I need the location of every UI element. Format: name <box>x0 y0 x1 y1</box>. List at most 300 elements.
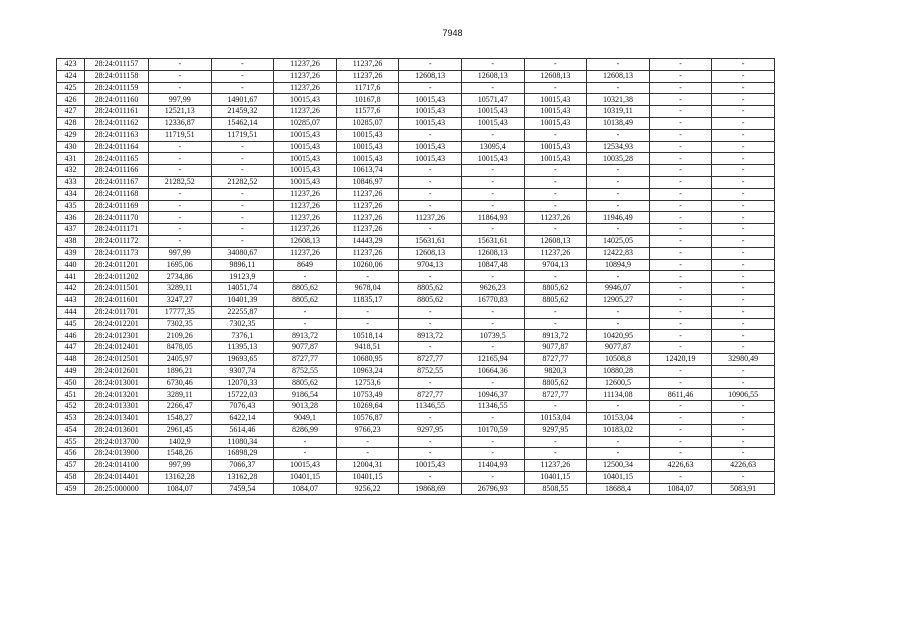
value-cell: 10401,15 <box>587 471 650 483</box>
row-number-cell: 427 <box>57 106 85 118</box>
value-cell: - <box>587 59 650 71</box>
value-cell: - <box>211 200 274 212</box>
row-number-cell: 426 <box>57 94 85 106</box>
value-cell: 10269,64 <box>336 401 399 413</box>
row-number-cell: 425 <box>57 82 85 94</box>
value-cell: 10015,43 <box>399 94 462 106</box>
value-cell: 11237,26 <box>274 224 337 236</box>
value-cell: - <box>461 271 524 283</box>
value-cell: - <box>712 117 775 129</box>
value-cell: - <box>649 141 712 153</box>
value-cell: - <box>649 365 712 377</box>
value-cell: - <box>461 436 524 448</box>
value-cell: 10035,28 <box>587 153 650 165</box>
value-cell: 2405,97 <box>149 353 212 365</box>
value-cell: - <box>336 271 399 283</box>
table-row <box>57 318 775 330</box>
value-cell: - <box>211 141 274 153</box>
value-cell: 10183,02 <box>587 424 650 436</box>
value-cell: - <box>649 306 712 318</box>
value-cell: - <box>399 59 462 71</box>
value-cell: 10153,04 <box>587 412 650 424</box>
value-cell: 10015,43 <box>399 141 462 153</box>
value-cell: - <box>399 448 462 460</box>
value-cell: 10518,14 <box>336 330 399 342</box>
value-cell: 997,99 <box>149 94 212 106</box>
value-cell: 10015,43 <box>399 153 462 165</box>
value-cell: 11719,51 <box>211 129 274 141</box>
table-row <box>57 483 775 495</box>
row-number-cell: 430 <box>57 141 85 153</box>
table-row <box>57 330 775 342</box>
value-cell: - <box>524 200 587 212</box>
cadastral-number-cell: 28:24:012401 <box>85 342 149 354</box>
value-cell: - <box>211 165 274 177</box>
table-row <box>57 153 775 165</box>
value-cell: 8805,62 <box>274 377 337 389</box>
value-cell: 11237,26 <box>274 247 337 259</box>
cadastral-number-cell: 28:24:014401 <box>85 471 149 483</box>
value-cell: - <box>149 153 212 165</box>
value-cell: 8752,55 <box>399 365 462 377</box>
value-cell: 10285,07 <box>274 117 337 129</box>
value-cell: - <box>587 306 650 318</box>
value-cell: - <box>399 318 462 330</box>
value-cell: 10319,11 <box>587 106 650 118</box>
value-cell: 12422,83 <box>587 247 650 259</box>
value-cell: - <box>712 412 775 424</box>
value-cell: - <box>399 176 462 188</box>
value-cell: - <box>712 106 775 118</box>
cadastral-number-cell: 28:24:011159 <box>85 82 149 94</box>
value-cell: 16770,83 <box>461 294 524 306</box>
value-cell: 11237,26 <box>524 460 587 472</box>
value-cell: 11237,26 <box>336 247 399 259</box>
value-cell: - <box>524 188 587 200</box>
table-row <box>57 283 775 295</box>
value-cell: 8286,99 <box>274 424 337 436</box>
value-cell: 10015,43 <box>399 106 462 118</box>
value-cell: 7376,1 <box>211 330 274 342</box>
table-row <box>57 436 775 448</box>
value-cell: - <box>712 235 775 247</box>
value-cell: - <box>149 224 212 236</box>
value-cell: - <box>211 188 274 200</box>
cadastral-number-cell: 28:24:011158 <box>85 70 149 82</box>
value-cell: 15722,03 <box>211 389 274 401</box>
value-cell: - <box>649 153 712 165</box>
value-cell: - <box>649 235 712 247</box>
value-cell: - <box>399 165 462 177</box>
value-cell: - <box>461 412 524 424</box>
value-cell: - <box>399 129 462 141</box>
cadastral-number-cell: 28:24:011601 <box>85 294 149 306</box>
value-cell: 10946,37 <box>461 389 524 401</box>
value-cell: - <box>649 224 712 236</box>
value-cell: - <box>336 306 399 318</box>
value-cell: 8727,77 <box>399 389 462 401</box>
value-cell: - <box>149 70 212 82</box>
value-cell: 10015,43 <box>274 129 337 141</box>
value-cell: 10015,43 <box>461 106 524 118</box>
value-cell: 12070,33 <box>211 377 274 389</box>
row-number-cell: 446 <box>57 330 85 342</box>
table-row <box>57 129 775 141</box>
value-cell: 3289,11 <box>149 283 212 295</box>
value-cell: 1084,07 <box>649 483 712 495</box>
value-cell: - <box>461 82 524 94</box>
value-cell: 1695,06 <box>149 259 212 271</box>
value-cell: 11134,08 <box>587 389 650 401</box>
value-cell: - <box>587 271 650 283</box>
value-cell: - <box>461 306 524 318</box>
value-cell: - <box>649 70 712 82</box>
value-cell: 7302,35 <box>211 318 274 330</box>
value-cell: - <box>399 471 462 483</box>
value-cell: 34080,67 <box>211 247 274 259</box>
value-cell: 11080,34 <box>211 436 274 448</box>
value-cell: - <box>649 412 712 424</box>
value-cell: 9077,87 <box>274 342 337 354</box>
value-cell: 11237,26 <box>274 70 337 82</box>
table-row <box>57 353 775 365</box>
cadastral-number-cell: 28:24:011165 <box>85 153 149 165</box>
value-cell: 10846,97 <box>336 176 399 188</box>
value-cell: 11237,26 <box>399 212 462 224</box>
value-cell: - <box>712 448 775 460</box>
table-row <box>57 365 775 377</box>
table-row <box>57 471 775 483</box>
table-row <box>57 306 775 318</box>
value-cell: - <box>461 59 524 71</box>
table-row <box>57 235 775 247</box>
row-number-cell: 448 <box>57 353 85 365</box>
value-cell: 19868,69 <box>399 483 462 495</box>
value-cell: 15462,14 <box>211 117 274 129</box>
value-cell: 8649 <box>274 259 337 271</box>
value-cell: - <box>149 82 212 94</box>
value-cell: - <box>336 436 399 448</box>
value-cell: 11346,55 <box>399 401 462 413</box>
value-cell: 12608,13 <box>524 70 587 82</box>
value-cell: - <box>649 271 712 283</box>
value-cell: - <box>399 224 462 236</box>
value-cell: - <box>524 224 587 236</box>
value-cell: - <box>649 212 712 224</box>
value-cell: 11835,17 <box>336 294 399 306</box>
row-number-cell: 450 <box>57 377 85 389</box>
value-cell: 11237,26 <box>524 212 587 224</box>
cadastral-number-cell: 28:24:011168 <box>85 188 149 200</box>
row-number-cell: 429 <box>57 129 85 141</box>
cadastral-number-cell: 28:24:011701 <box>85 306 149 318</box>
value-cell: 8727,77 <box>524 353 587 365</box>
value-cell: - <box>399 377 462 389</box>
value-cell: - <box>712 212 775 224</box>
value-cell: 12336,87 <box>149 117 212 129</box>
cadastral-number-cell: 28:24:013601 <box>85 424 149 436</box>
table-row <box>57 294 775 306</box>
value-cell: - <box>274 436 337 448</box>
value-cell: - <box>399 306 462 318</box>
value-cell: 10015,43 <box>274 94 337 106</box>
value-cell: 7302,35 <box>149 318 212 330</box>
value-cell: 9297,95 <box>399 424 462 436</box>
row-number-cell: 436 <box>57 212 85 224</box>
row-number-cell: 435 <box>57 200 85 212</box>
row-number-cell: 459 <box>57 483 85 495</box>
row-number-cell: 453 <box>57 412 85 424</box>
value-cell: 19123,9 <box>211 271 274 283</box>
value-cell: - <box>399 82 462 94</box>
cadastral-number-cell: 28:24:011166 <box>85 165 149 177</box>
row-number-cell: 457 <box>57 460 85 472</box>
value-cell: - <box>712 283 775 295</box>
cadastral-number-cell: 28:24:011161 <box>85 106 149 118</box>
value-cell: - <box>461 224 524 236</box>
value-cell: - <box>649 294 712 306</box>
value-cell: 9946,07 <box>587 283 650 295</box>
data-table <box>56 58 775 495</box>
value-cell: - <box>712 82 775 94</box>
value-cell: - <box>712 70 775 82</box>
value-cell: 10664,36 <box>461 365 524 377</box>
value-cell: 5083,91 <box>712 483 775 495</box>
value-cell: 10015,43 <box>274 153 337 165</box>
value-cell: 997,99 <box>149 247 212 259</box>
value-cell: - <box>649 471 712 483</box>
value-cell: 1402,9 <box>149 436 212 448</box>
value-cell: 9307,74 <box>211 365 274 377</box>
value-cell: - <box>274 448 337 460</box>
value-cell: 11346,55 <box>461 401 524 413</box>
value-cell: 21282,52 <box>149 176 212 188</box>
value-cell: - <box>649 94 712 106</box>
value-cell: - <box>149 200 212 212</box>
table-row <box>57 176 775 188</box>
value-cell: 10015,43 <box>336 141 399 153</box>
value-cell: - <box>461 200 524 212</box>
value-cell: - <box>524 165 587 177</box>
value-cell: 19693,65 <box>211 353 274 365</box>
value-cell: 11946,49 <box>587 212 650 224</box>
value-cell: 4226,63 <box>712 460 775 472</box>
value-cell: 12608,13 <box>587 70 650 82</box>
table-row <box>57 401 775 413</box>
row-number-cell: 452 <box>57 401 85 413</box>
table-row <box>57 200 775 212</box>
value-cell: - <box>524 401 587 413</box>
value-cell: 12905,27 <box>587 294 650 306</box>
value-cell: 16898,29 <box>211 448 274 460</box>
value-cell: - <box>649 342 712 354</box>
value-cell: 8913,72 <box>274 330 337 342</box>
cadastral-number-cell: 28:24:014100 <box>85 460 149 472</box>
row-number-cell: 451 <box>57 389 85 401</box>
value-cell: 9766,23 <box>336 424 399 436</box>
value-cell: - <box>649 377 712 389</box>
value-cell: - <box>399 412 462 424</box>
cadastral-number-cell: 28:24:013700 <box>85 436 149 448</box>
row-number-cell: 454 <box>57 424 85 436</box>
value-cell: 10153,04 <box>524 412 587 424</box>
row-number-cell: 458 <box>57 471 85 483</box>
row-number-cell: 440 <box>57 259 85 271</box>
value-cell: 10015,43 <box>274 165 337 177</box>
value-cell: - <box>211 82 274 94</box>
value-cell: - <box>649 448 712 460</box>
value-cell: 10401,39 <box>211 294 274 306</box>
value-cell: 2109,26 <box>149 330 212 342</box>
value-cell: - <box>649 176 712 188</box>
table-row <box>57 412 775 424</box>
value-cell: 10015,43 <box>461 153 524 165</box>
value-cell: 10847,48 <box>461 259 524 271</box>
row-number-cell: 441 <box>57 271 85 283</box>
value-cell: - <box>587 82 650 94</box>
value-cell: - <box>587 224 650 236</box>
row-number-cell: 447 <box>57 342 85 354</box>
row-number-cell: 439 <box>57 247 85 259</box>
table-row <box>57 188 775 200</box>
row-number-cell: 442 <box>57 283 85 295</box>
value-cell: - <box>649 424 712 436</box>
value-cell: 8805,62 <box>399 283 462 295</box>
value-cell: 11237,26 <box>274 188 337 200</box>
cadastral-number-cell: 28:24:011164 <box>85 141 149 153</box>
value-cell: 10015,43 <box>274 460 337 472</box>
value-cell: 7459,54 <box>211 483 274 495</box>
value-cell: 9077,87 <box>587 342 650 354</box>
table-row <box>57 224 775 236</box>
value-cell: - <box>649 82 712 94</box>
value-cell: 12534,93 <box>587 141 650 153</box>
cadastral-number-cell: 28:24:011169 <box>85 200 149 212</box>
value-cell: 11237,26 <box>336 200 399 212</box>
value-cell: 11864,93 <box>461 212 524 224</box>
value-cell: - <box>211 153 274 165</box>
row-number-cell: 431 <box>57 153 85 165</box>
value-cell: - <box>712 129 775 141</box>
value-cell: 9077,87 <box>524 342 587 354</box>
value-cell: - <box>461 471 524 483</box>
value-cell: 9418,51 <box>336 342 399 354</box>
row-number-cell: 449 <box>57 365 85 377</box>
value-cell: 8805,62 <box>274 283 337 295</box>
table-row <box>57 389 775 401</box>
value-cell: 10015,43 <box>461 117 524 129</box>
value-cell: 10015,43 <box>336 153 399 165</box>
value-cell: 11237,26 <box>336 59 399 71</box>
cadastral-number-cell: 28:24:011173 <box>85 247 149 259</box>
cadastral-number-cell: 28:24:011162 <box>85 117 149 129</box>
value-cell: - <box>587 188 650 200</box>
table-row <box>57 342 775 354</box>
value-cell: - <box>649 283 712 295</box>
value-cell: - <box>211 70 274 82</box>
value-cell: 11395,13 <box>211 342 274 354</box>
cadastral-number-cell: 28:24:011157 <box>85 59 149 71</box>
value-cell: 15631,61 <box>461 235 524 247</box>
value-cell: - <box>274 271 337 283</box>
value-cell: - <box>211 59 274 71</box>
value-cell: 12165,94 <box>461 353 524 365</box>
value-cell: 10015,43 <box>524 141 587 153</box>
value-cell: - <box>649 106 712 118</box>
value-cell: - <box>712 141 775 153</box>
value-cell: 8805,62 <box>524 294 587 306</box>
value-cell: 8727,77 <box>524 389 587 401</box>
value-cell: - <box>649 318 712 330</box>
row-number-cell: 438 <box>57 235 85 247</box>
value-cell: - <box>712 424 775 436</box>
row-number-cell: 444 <box>57 306 85 318</box>
value-cell: 8752,55 <box>274 365 337 377</box>
value-cell: - <box>649 401 712 413</box>
value-cell: - <box>712 471 775 483</box>
value-cell: 11237,26 <box>274 59 337 71</box>
cadastral-number-cell: 28:24:011201 <box>85 259 149 271</box>
value-cell: - <box>211 224 274 236</box>
value-cell: 10963,24 <box>336 365 399 377</box>
value-cell: 10613,74 <box>336 165 399 177</box>
cadastral-number-cell: 28:24:013201 <box>85 389 149 401</box>
value-cell: 1084,07 <box>274 483 337 495</box>
value-cell: 9186,54 <box>274 389 337 401</box>
cadastral-number-cell: 28:24:013001 <box>85 377 149 389</box>
value-cell: - <box>712 342 775 354</box>
value-cell: - <box>524 306 587 318</box>
value-cell: - <box>399 200 462 212</box>
value-cell: 11719,51 <box>149 129 212 141</box>
value-cell: 17777,35 <box>149 306 212 318</box>
value-cell: 14025,05 <box>587 235 650 247</box>
value-cell: 2266,47 <box>149 401 212 413</box>
value-cell: 12608,13 <box>461 247 524 259</box>
value-cell: 1548,26 <box>149 448 212 460</box>
value-cell: 10015,43 <box>336 129 399 141</box>
value-cell: 1896,21 <box>149 365 212 377</box>
value-cell: 10753,49 <box>336 389 399 401</box>
value-cell: 10680,95 <box>336 353 399 365</box>
row-number-cell: 434 <box>57 188 85 200</box>
value-cell: - <box>461 188 524 200</box>
table-row <box>57 94 775 106</box>
value-cell: 10015,43 <box>524 153 587 165</box>
value-cell: 10285,07 <box>336 117 399 129</box>
value-cell: 11237,26 <box>336 188 399 200</box>
value-cell: - <box>712 247 775 259</box>
value-cell: 6422,14 <box>211 412 274 424</box>
value-cell: 11237,26 <box>274 200 337 212</box>
cadastral-number-cell: 28:24:013900 <box>85 448 149 460</box>
table-row <box>57 424 775 436</box>
value-cell: - <box>524 318 587 330</box>
value-cell: 11577,6 <box>336 106 399 118</box>
value-cell: - <box>461 318 524 330</box>
value-cell: - <box>461 448 524 460</box>
value-cell: 11237,26 <box>336 212 399 224</box>
table-row <box>57 247 775 259</box>
table-row <box>57 460 775 472</box>
value-cell: 12608,13 <box>399 247 462 259</box>
value-cell: 10170,59 <box>461 424 524 436</box>
value-cell: - <box>587 448 650 460</box>
value-cell: 9013,28 <box>274 401 337 413</box>
value-cell: - <box>712 436 775 448</box>
row-number-cell: 433 <box>57 176 85 188</box>
value-cell: - <box>649 59 712 71</box>
